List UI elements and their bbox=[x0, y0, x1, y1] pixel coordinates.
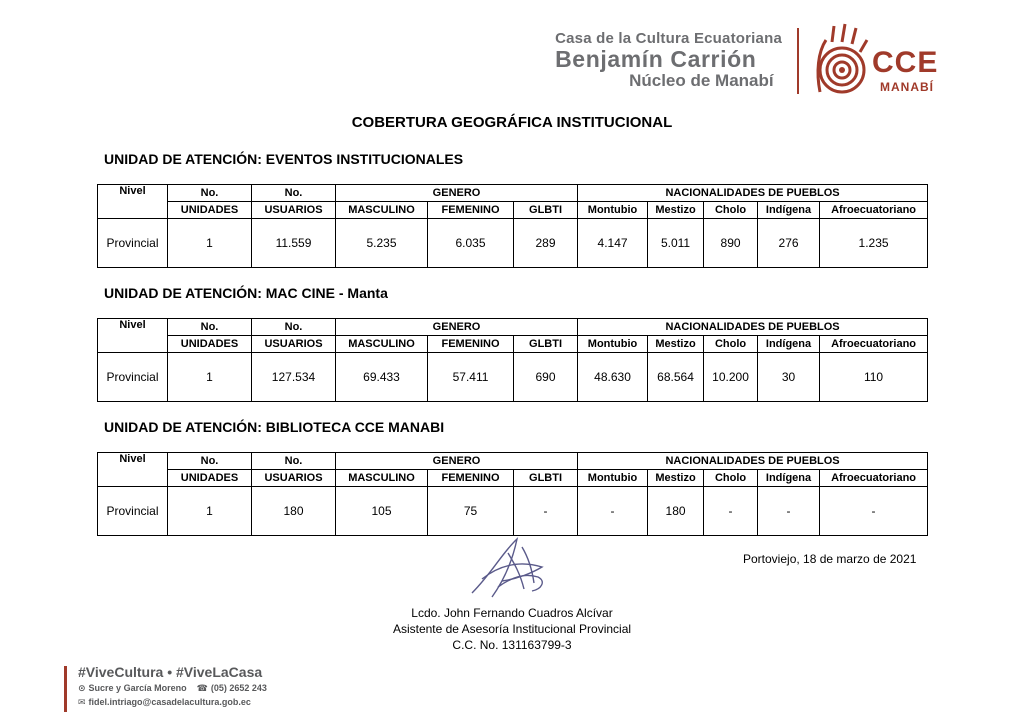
org-name-line1: Casa de la Cultura Ecuatoriana bbox=[555, 30, 782, 47]
header-masculino: MASCULINO bbox=[336, 202, 428, 219]
header-mestizo: Mestizo bbox=[648, 202, 704, 219]
header-no: No. bbox=[168, 319, 252, 336]
table-biblioteca bbox=[97, 452, 928, 536]
cell-glbti: 690 bbox=[514, 353, 578, 402]
logo-text: CCE bbox=[872, 46, 939, 79]
org-name-line3: Núcleo de Manabí bbox=[629, 71, 774, 90]
cell-indigena: 276 bbox=[758, 219, 820, 268]
header-unidades: UNIDADES bbox=[168, 202, 252, 219]
cce-hand-logo-icon bbox=[812, 22, 870, 101]
signer-name: Lcdo. John Fernando Cuadros Alcívar bbox=[411, 606, 613, 620]
document-title: COBERTURA GEOGRÁFICA INSTITUCIONAL bbox=[351, 114, 673, 131]
header-genero: GENERO bbox=[336, 319, 578, 336]
header-usuarios: USUARIOS bbox=[252, 470, 336, 487]
cell-indigena: 30 bbox=[758, 353, 820, 402]
location-icon: ⊙ bbox=[78, 683, 86, 693]
header-indigena: Indígena bbox=[758, 470, 820, 487]
cell-afro: 110 bbox=[820, 353, 928, 402]
header-masculino: MASCULINO bbox=[336, 470, 428, 487]
header-no: No. bbox=[252, 453, 336, 470]
table-row bbox=[98, 487, 928, 536]
footer-contact-line bbox=[78, 683, 338, 694]
cell-montubio: 48.630 bbox=[578, 353, 648, 402]
cell-unidades: 1 bbox=[168, 353, 252, 402]
footer-accent-bar bbox=[64, 666, 67, 712]
footer-email-line bbox=[78, 697, 338, 708]
header-cholo: Cholo bbox=[704, 336, 758, 353]
section-title-eventos: UNIDAD DE ATENCIÓN: EVENTOS INSTITUCIONALES bbox=[104, 151, 464, 167]
cell-indigena: - bbox=[758, 487, 820, 536]
header-montubio: Montubio bbox=[578, 470, 648, 487]
table-eventos bbox=[97, 184, 928, 268]
header-nivel: Nivel bbox=[98, 185, 168, 219]
header-usuarios: USUARIOS bbox=[252, 202, 336, 219]
header-glbti: GLBTI bbox=[514, 470, 578, 487]
header-indigena: Indígena bbox=[758, 336, 820, 353]
cell-montubio: - bbox=[578, 487, 648, 536]
header-no: No. bbox=[252, 185, 336, 202]
header-genero: GENERO bbox=[336, 185, 578, 202]
cell-nivel: Provincial bbox=[98, 353, 168, 402]
cell-mestizo: 5.011 bbox=[648, 219, 704, 268]
cell-cholo: 890 bbox=[704, 219, 758, 268]
cell-unidades: 1 bbox=[168, 219, 252, 268]
header-glbti: GLBTI bbox=[514, 202, 578, 219]
header-femenino: FEMENINO bbox=[428, 470, 514, 487]
header-nacionalidades: NACIONALIDADES DE PUEBLOS bbox=[578, 319, 928, 336]
header-afro: Afroecuatoriano bbox=[820, 202, 928, 219]
cell-femenino: 57.411 bbox=[428, 353, 514, 402]
header-femenino: FEMENINO bbox=[428, 202, 514, 219]
header-mestizo: Mestizo bbox=[648, 336, 704, 353]
table-mac-cine bbox=[97, 318, 928, 402]
cell-glbti: 289 bbox=[514, 219, 578, 268]
table-row bbox=[98, 219, 928, 268]
header-indigena: Indígena bbox=[758, 202, 820, 219]
header-no: No. bbox=[252, 319, 336, 336]
cell-glbti: - bbox=[514, 487, 578, 536]
cell-masculino: 105 bbox=[336, 487, 428, 536]
section-title-mac-cine: UNIDAD DE ATENCIÓN: MAC CINE - Manta bbox=[104, 285, 388, 301]
header-nacionalidades: NACIONALIDADES DE PUEBLOS bbox=[578, 185, 928, 202]
header-cholo: Cholo bbox=[704, 202, 758, 219]
footer-phone: (05) 2652 243 bbox=[210, 683, 267, 693]
cell-afro: 1.235 bbox=[820, 219, 928, 268]
mail-icon: ✉ bbox=[78, 697, 86, 707]
header-afro: Afroecuatoriano bbox=[820, 336, 928, 353]
phone-icon: ☎ bbox=[196, 683, 208, 693]
header-unidades: UNIDADES bbox=[168, 336, 252, 353]
logo-subtext: MANABÍ bbox=[880, 80, 934, 94]
cell-nivel: Provincial bbox=[98, 487, 168, 536]
header-nivel: Nivel bbox=[98, 453, 168, 487]
footer-hashtags: #ViveCultura • #ViveLaCasa bbox=[78, 664, 263, 680]
signer-block bbox=[0, 605, 1024, 653]
cell-mestizo: 180 bbox=[648, 487, 704, 536]
header-nivel: Nivel bbox=[98, 319, 168, 353]
section-title-biblioteca: UNIDAD DE ATENCIÓN: BIBLIOTECA CCE MANABI bbox=[104, 419, 445, 435]
header-femenino: FEMENINO bbox=[428, 336, 514, 353]
cell-usuarios: 180 bbox=[252, 487, 336, 536]
cell-femenino: 6.035 bbox=[428, 219, 514, 268]
place-date: Portoviejo, 18 de marzo de 2021 bbox=[743, 552, 917, 566]
cell-mestizo: 68.564 bbox=[648, 353, 704, 402]
cell-cholo: - bbox=[704, 487, 758, 536]
cell-usuarios: 127.534 bbox=[252, 353, 336, 402]
header-cholo: Cholo bbox=[704, 470, 758, 487]
handwritten-signature-icon bbox=[462, 533, 562, 610]
footer-email: fidel.intriago@casadelacultura.gob.ec bbox=[88, 697, 251, 707]
header-glbti: GLBTI bbox=[514, 336, 578, 353]
header-usuarios: USUARIOS bbox=[252, 336, 336, 353]
header-montubio: Montubio bbox=[578, 202, 648, 219]
cell-cholo: 10.200 bbox=[704, 353, 758, 402]
header-unidades: UNIDADES bbox=[168, 470, 252, 487]
cell-unidades: 1 bbox=[168, 487, 252, 536]
header-masculino: MASCULINO bbox=[336, 336, 428, 353]
header-no: No. bbox=[168, 453, 252, 470]
header-divider bbox=[797, 28, 799, 94]
cell-nivel: Provincial bbox=[98, 219, 168, 268]
cell-montubio: 4.147 bbox=[578, 219, 648, 268]
signer-role: Asistente de Asesoría Institucional Provincial bbox=[392, 622, 632, 636]
org-name-line2: Benjamín Carrión bbox=[555, 46, 757, 72]
header-no: No. bbox=[168, 185, 252, 202]
header-genero: GENERO bbox=[336, 453, 578, 470]
signer-id: C.C. No. 131163799-3 bbox=[452, 638, 572, 652]
table-row bbox=[98, 353, 928, 402]
cell-afro: - bbox=[820, 487, 928, 536]
cell-masculino: 5.235 bbox=[336, 219, 428, 268]
org-name-block bbox=[555, 30, 782, 91]
cell-usuarios: 11.559 bbox=[252, 219, 336, 268]
cell-femenino: 75 bbox=[428, 487, 514, 536]
letterhead bbox=[0, 22, 1024, 102]
header-mestizo: Mestizo bbox=[648, 470, 704, 487]
header-nacionalidades: NACIONALIDADES DE PUEBLOS bbox=[578, 453, 928, 470]
header-afro: Afroecuatoriano bbox=[820, 470, 928, 487]
cell-masculino: 69.433 bbox=[336, 353, 428, 402]
header-montubio: Montubio bbox=[578, 336, 648, 353]
footer-address: Sucre y García Moreno bbox=[88, 683, 187, 693]
